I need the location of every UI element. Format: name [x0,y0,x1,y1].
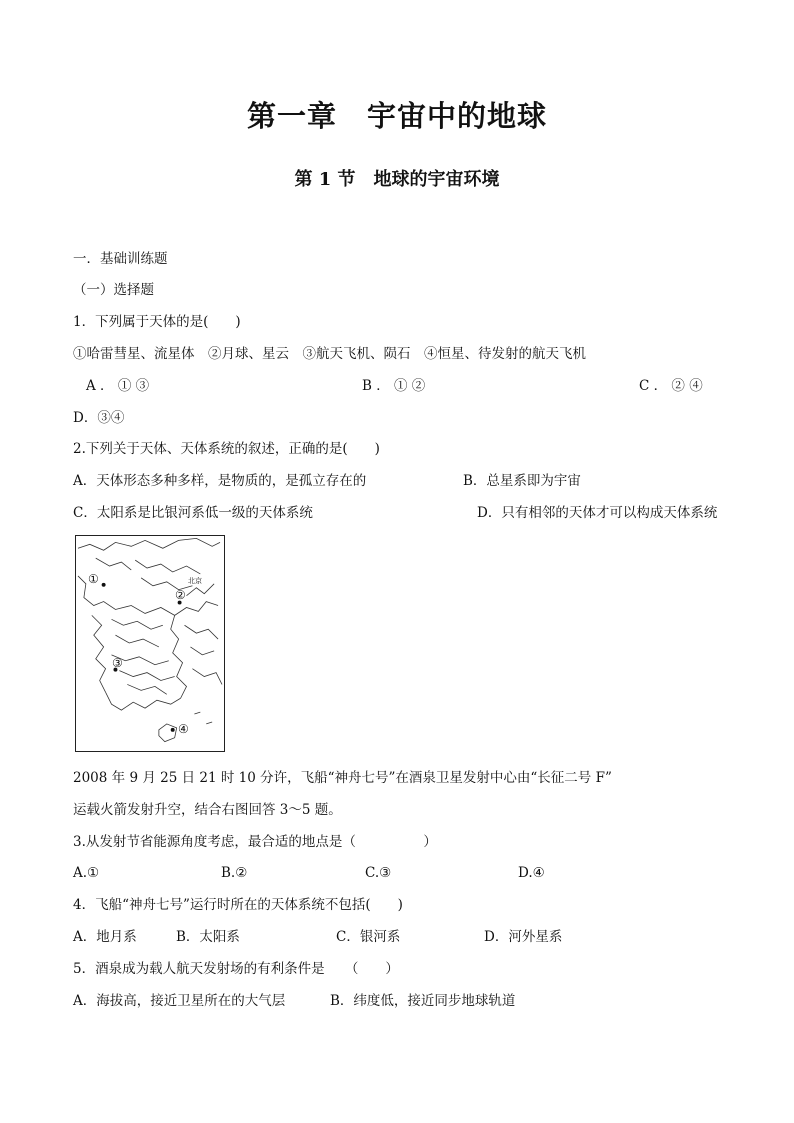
map-city-label: 北京 [188,577,202,585]
map-drawing [76,536,224,751]
q2-option-d[interactable]: D．只有相邻的天体才可以构成天体系统 [477,505,718,521]
q1-stem: 1．下列属于天体的是( ) [73,314,241,330]
q5-stem: 5．酒泉成为载人航天发射场的有利条件是 （ ） [73,961,399,977]
section-title: 第 1 节 地球的宇宙环境 [294,169,500,190]
q1-option-c[interactable]: C ． ② ④ [639,378,703,394]
q1-items: ①哈雷彗星、流星体 ②月球、星云 ③航天飞机、陨石 ④恒星、待发射的航天飞机 [73,346,586,362]
q1-option-a[interactable]: A ． ① ③ [86,378,150,394]
q3-stem: 3.从发射节省能源角度考虑，最合适的地点是（ ） [73,834,437,850]
q4-option-a[interactable]: A．地月系 [73,929,137,945]
context-line-2: 运载火箭发射升空，结合右图回答 3～5 题。 [73,802,342,818]
map-marker-4: ④ [178,722,189,736]
q2-option-c[interactable]: C．太阳系是比银河系低一级的天体系统 [73,505,313,521]
q1-option-d[interactable]: D．③④ [73,410,125,426]
q2-stem: 2.下列关于天体、天体系统的叙述，正确的是( ) [73,441,380,457]
chapter-title: 第一章 宇宙中的地球 [246,99,547,133]
q4-option-c[interactable]: C．银河系 [336,929,401,945]
q1-option-b[interactable]: B ． ① ② [362,378,426,394]
q4-option-b[interactable]: B．太阳系 [176,929,240,945]
q2-option-a[interactable]: A．天体形态多种多样，是物质的，是孤立存在的 [73,473,367,489]
map-marker-1: ① [88,572,99,586]
q2-option-b[interactable]: B．总星系即为宇宙 [463,473,581,489]
marker-4-dot [171,728,175,732]
china-map-figure [75,535,225,752]
q5-option-a[interactable]: A．海拔高，接近卫星所在的大气层 [73,993,286,1009]
q4-stem: 4．飞船“神舟七号”运行时所在的天体系统不包括( ) [73,897,403,913]
q4-option-d[interactable]: D．河外星系 [484,929,563,945]
map-marker-3: ③ [112,656,123,670]
marker-1-dot [102,583,106,587]
q3-option-d[interactable]: D.④ [518,865,545,881]
question-type-heading: （一）选择题 [73,282,154,298]
q3-option-b[interactable]: B.② [221,865,248,881]
part-heading: 一．基础训练题 [73,251,168,267]
map-marker-2: ② [175,588,186,602]
q3-option-c[interactable]: C.③ [365,865,392,881]
q5-option-b[interactable]: B．纬度低，接近同步地球轨道 [330,993,516,1009]
q3-option-a[interactable]: A.① [73,865,100,881]
context-line-1: 2008 年 9 月 25 日 21 时 10 分许，飞船“神舟七号”在酒泉卫星发射中心由“长征二号 F” [73,770,612,786]
